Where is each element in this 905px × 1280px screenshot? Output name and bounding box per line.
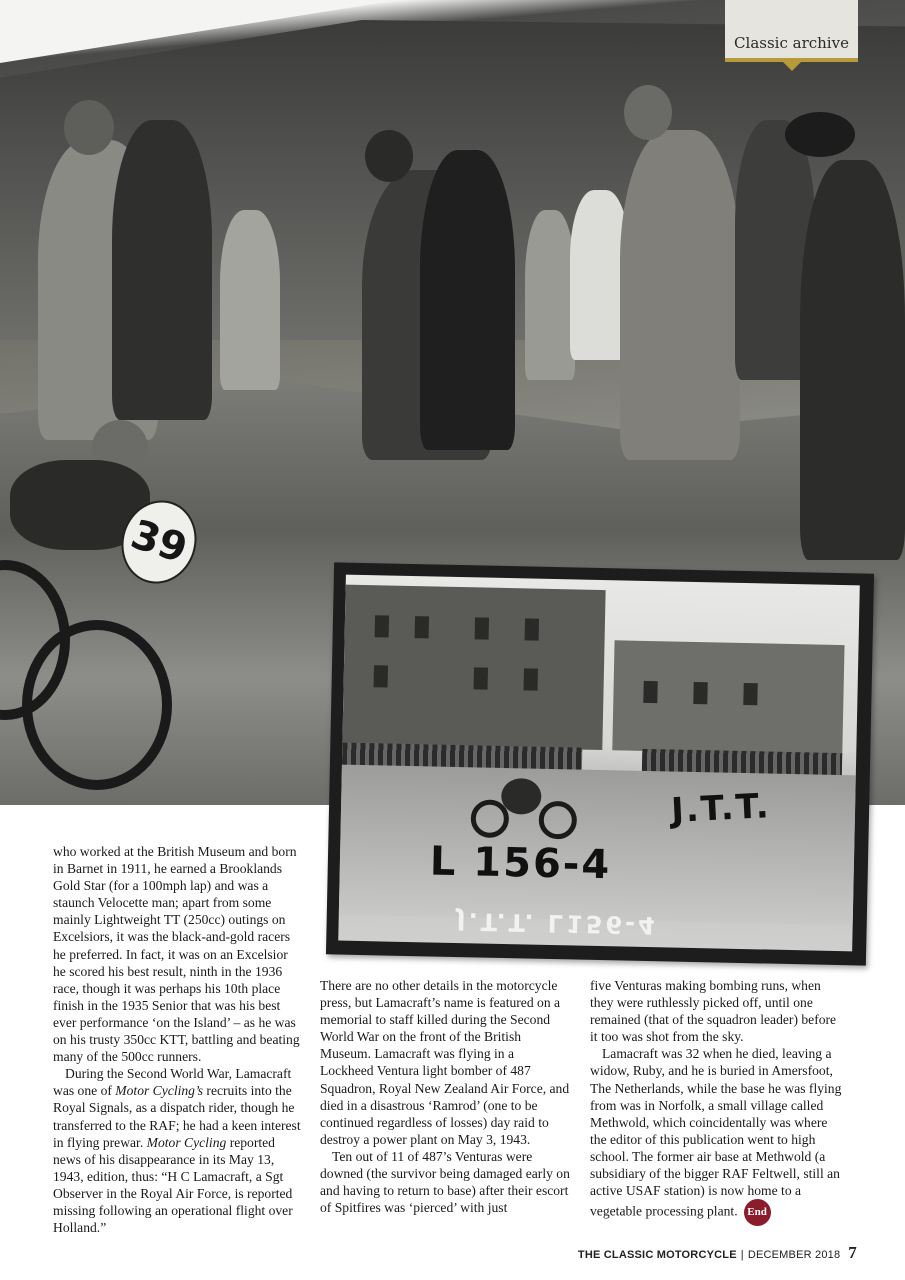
race-number-plate: 39 (111, 491, 207, 594)
building-window (524, 668, 538, 690)
paragraph: Ten out of 11 of 487’s Venturas were downed (the survivor being damaged early on and having to return to base) after their escort of Spitfires was ‘pierced’ with just (320, 1148, 570, 1216)
mirrored-negative-label: J.T.T. L156-4 (456, 907, 659, 940)
issue-date: DECEMBER 2018 (747, 1249, 841, 1261)
inset-rider (501, 778, 542, 815)
building-window (475, 617, 489, 639)
building-window (643, 681, 657, 703)
building-window (375, 615, 389, 637)
magazine-name: THE CLASSIC MOTORCYCLE (577, 1249, 737, 1261)
building-window (525, 618, 539, 640)
paragraph (590, 1045, 845, 1226)
building-window (474, 667, 488, 689)
building-window (415, 616, 429, 638)
inset-photo-scene (338, 575, 860, 952)
building-window (693, 682, 707, 704)
spectator (525, 210, 575, 380)
page-footer (578, 1243, 857, 1263)
paragraph: who worked at the British Museum and born in Barnet in 1911, he earned a Brooklands Gold Star (for a 100mph lap) and was a staunch Velocette man; apart from some mainly Lightweight TT (250cc) outings on Excelsiors, it was the black-and-gold racers he preferred. In fact, it was on an Excelsior he scored his best result, ninth in the 1936 race, though it was perhaps his 10th place finish in the 1935 Senior that was his best ever performance ‘on the Island’ – as he was on his trusty 350cc KTT, battling and beating many of the 500cc runners. (53, 844, 300, 1065)
spectator (112, 120, 212, 420)
page-number: 7 (848, 1243, 857, 1262)
badge-pointer (783, 62, 801, 71)
building-window (374, 665, 388, 687)
text-run: During the Second World War, Lamacraft was one of (53, 1066, 292, 1099)
article-column-3 (590, 977, 845, 1226)
building-window (743, 683, 757, 705)
paragraph: There are no other details in the motorcycle press, but Lamacraft’s name is featured on a memorial to staff killed during the Second World War on the front of the British Museum. Lamacraft was flying in a Lockheed Ventura light bomber of 487 Squadron, Royal New Zealand Air Force, and died in a disastrous ‘Ramrod’ (one to be continued regardless of losses) day raid to destroy a power plant on May 3, 1943. (320, 978, 570, 1147)
publication-title: Motor Cycling’s (115, 1083, 204, 1099)
spectator (800, 160, 905, 560)
inset-wheel (538, 801, 577, 840)
spectator (620, 130, 740, 460)
article-column-1 (53, 843, 303, 1236)
footer-separator: | (740, 1249, 744, 1261)
spectator-head (624, 85, 672, 140)
spectator-head (64, 100, 114, 155)
text-run: Lamacraft was 32 when he died, leaving a widow, Ruby, and he is buried in Amersfoot, The Netherlands, while the base he was flying from was in Norfolk, a small village called Methwold, which coincidentally was where the editor of this publication went to high school. The former air base at Methwold (a subsidiary of the bigger RAF Feltwell, still an active USAF station) is now home to a vegetable processing plant. (590, 1046, 842, 1219)
inset-motorcycle (470, 777, 581, 839)
paragraph: five Venturas making bombing runs, when they were ruthlessly picked off, until one remained (that of the squadron leader) before it too was shot from the sky. (590, 978, 837, 1045)
inset-photo (326, 562, 874, 965)
motorcycle-rider (0, 420, 230, 800)
text-run: reported news of his disappearance in its May 13, 1943, edition, thus: “H C Lamacraft, a Sgt Observer in the Royal Air Force, is reported missing following an operational flight over Holland.” (53, 1134, 293, 1236)
handwritten-label: J.T.T. (670, 786, 772, 831)
end-mark-icon: End (744, 1199, 771, 1226)
section-badge-label: Classic archive (734, 34, 849, 52)
article-column-2 (320, 977, 570, 1216)
spectator-head (785, 112, 855, 157)
handwritten-label: L 156-4 (429, 838, 612, 889)
paragraph (53, 1065, 303, 1236)
spectator (220, 210, 280, 390)
publication-title: Motor Cycling (146, 1134, 227, 1150)
section-badge (725, 0, 858, 62)
spectator-head (365, 130, 413, 182)
spectator (420, 150, 515, 450)
text-run: recruits into the Royal Signals, as a dispatch rider, though he transferred to the RAF; he had a keen interest in flying prewar. (53, 1083, 301, 1150)
